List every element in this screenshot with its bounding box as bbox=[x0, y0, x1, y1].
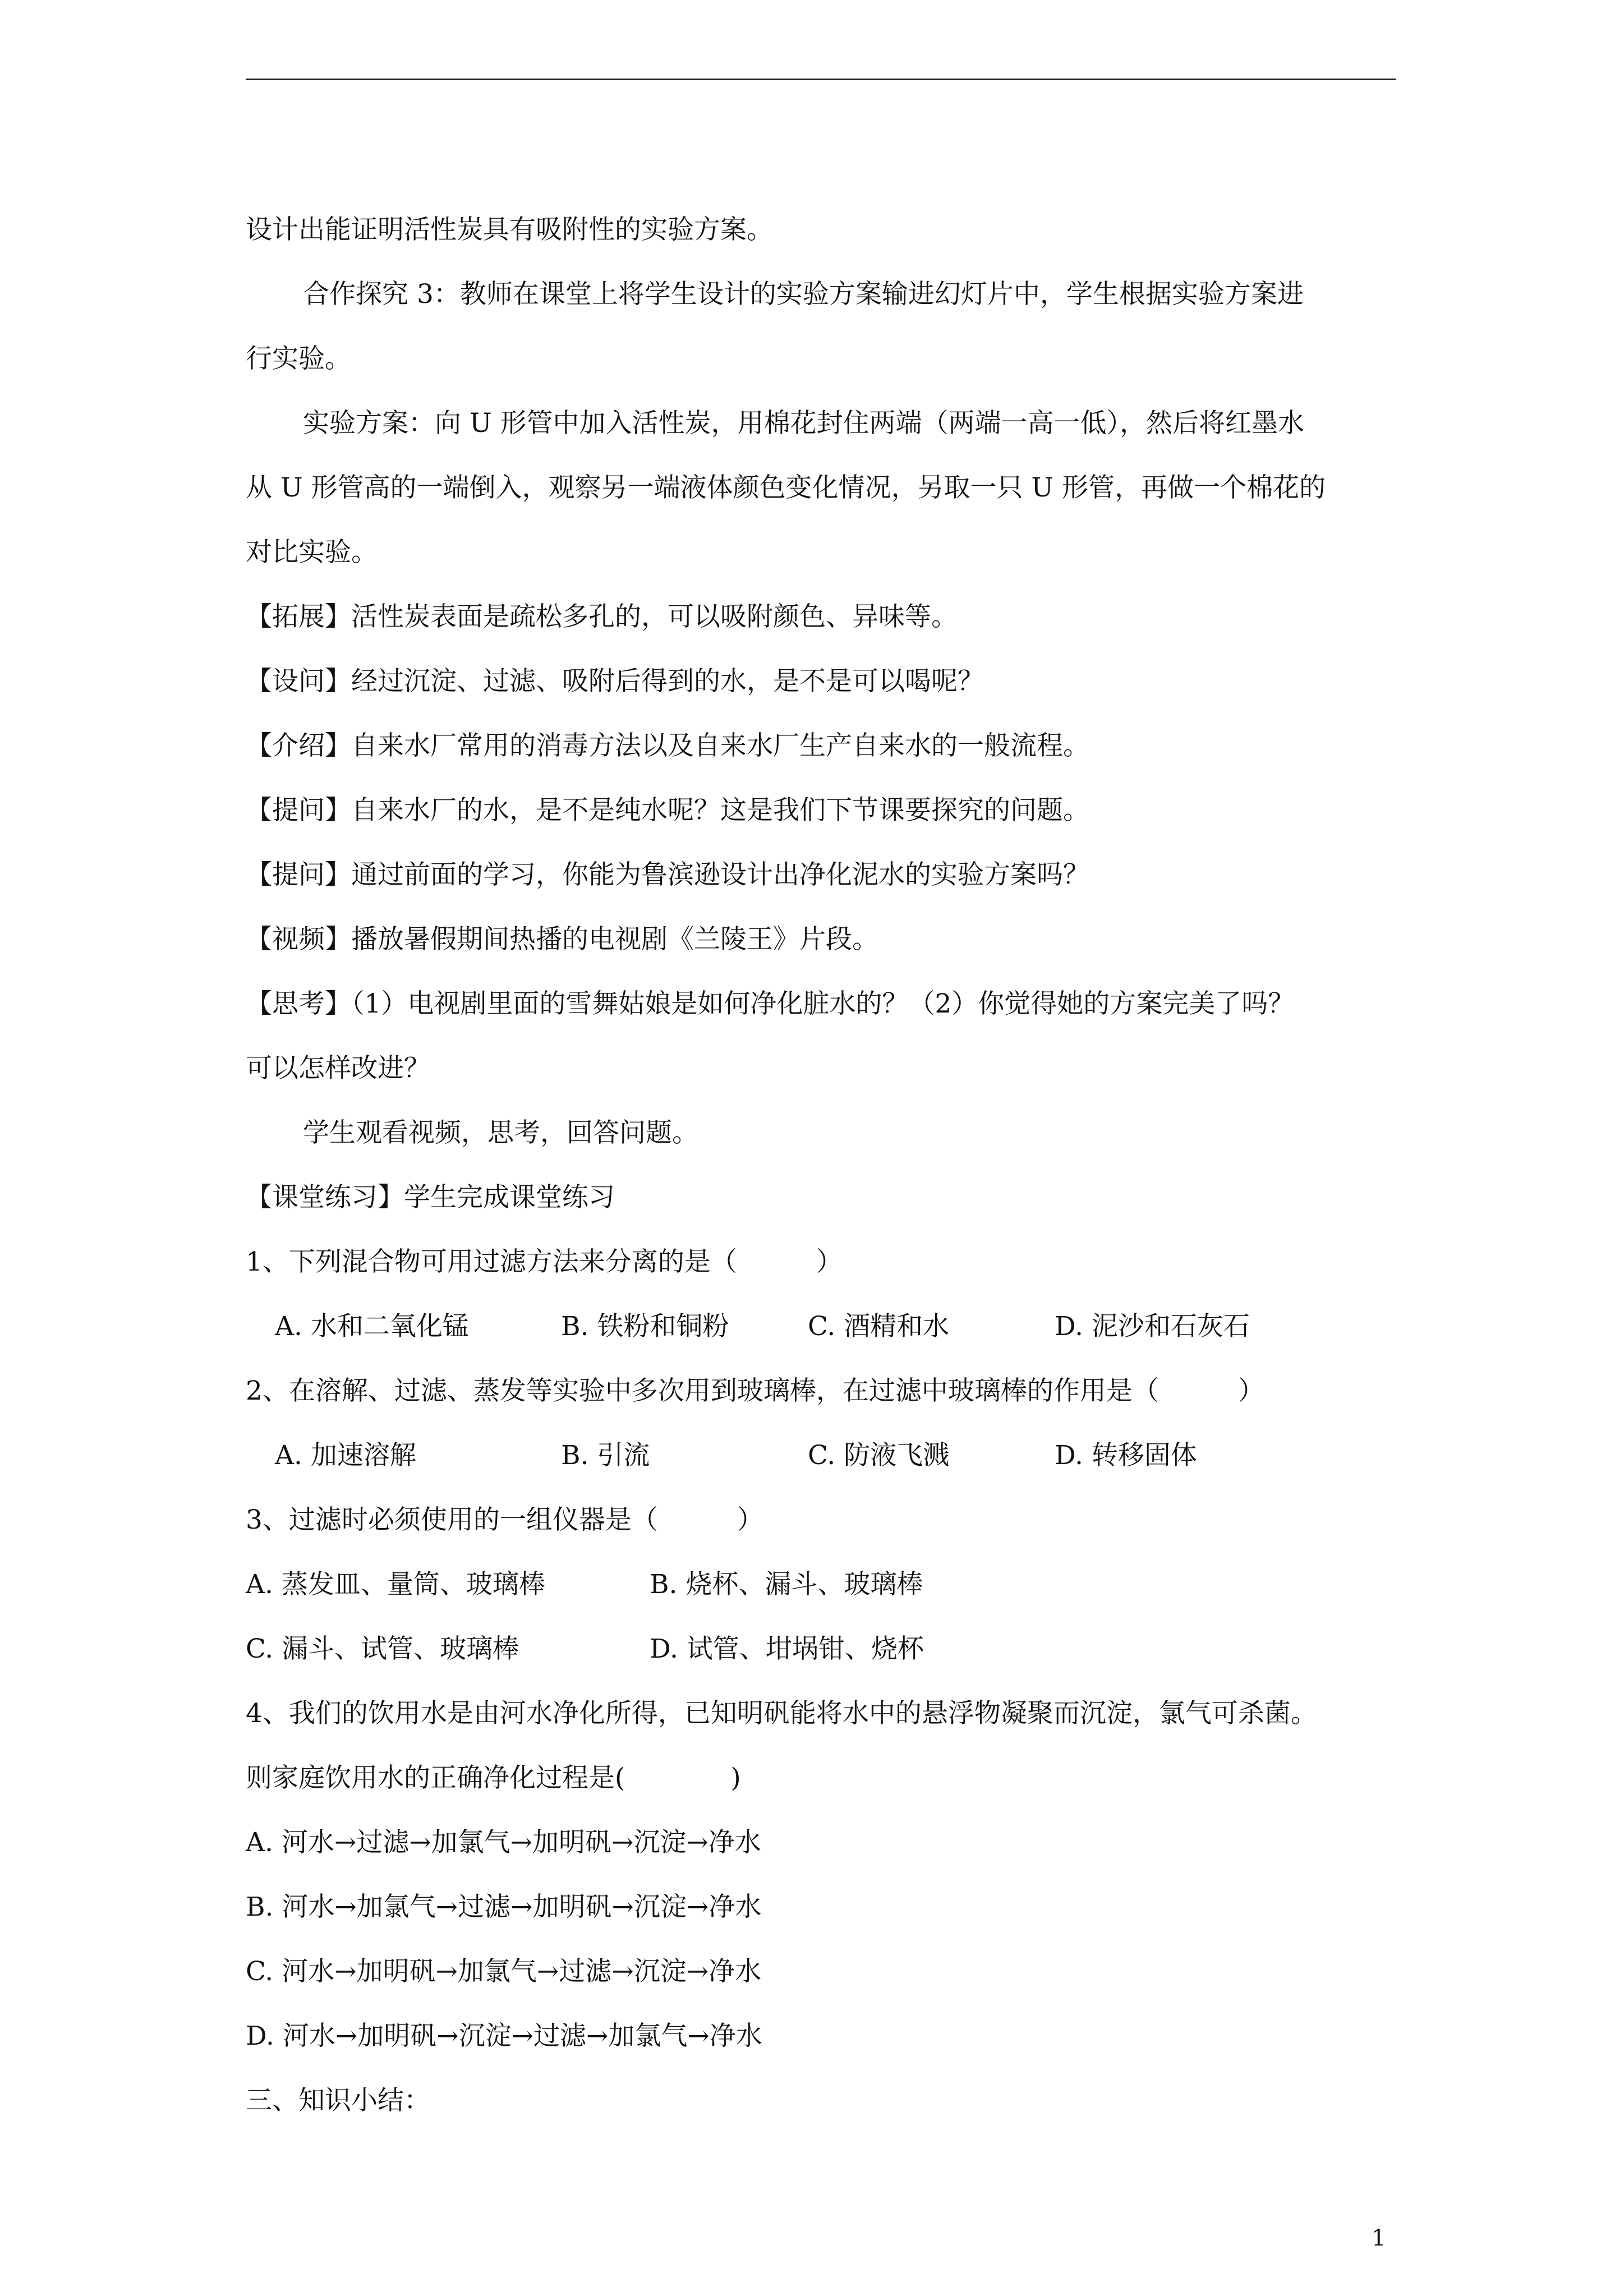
text-line: 【提问】自来水厂的水，是不是纯水呢？这是我们下节课要探究的问题。 bbox=[246, 795, 1089, 826]
option-a: A. 蒸发皿、量筒、玻璃棒 bbox=[246, 1569, 545, 1600]
option-b: B. 铁粉和铜粉 bbox=[561, 1311, 729, 1342]
option-a: A. 河水→过滤→加氯气→加明矾→沉淀→净水 bbox=[246, 1827, 761, 1858]
text-line: 设计出能证明活性炭具有吸附性的实验方案。 bbox=[246, 214, 773, 245]
option-b: B. 河水→加氯气→过滤→加明矾→沉淀→净水 bbox=[246, 1892, 762, 1922]
option-c: C. 防液飞溅 bbox=[808, 1440, 950, 1471]
text-line: 【课堂练习】学生完成课堂练习 bbox=[246, 1182, 615, 1213]
option-d: D. 泥沙和石灰石 bbox=[1055, 1311, 1250, 1342]
text-line: 【视频】播放暑假期间热播的电视剧《兰陵王》片段。 bbox=[246, 924, 878, 955]
question-stem: 4、我们的饮用水是由河水净化所得，已知明矾能将水中的悬浮物凝聚而沉淀，氯气可杀菌。 bbox=[246, 1698, 1317, 1729]
question-stem: 1、下列混合物可用过滤方法来分离的是（ ） bbox=[246, 1246, 843, 1277]
text-line: 【提问】通过前面的学习，你能为鲁滨逊设计出净化泥水的实验方案吗？ bbox=[246, 859, 1089, 890]
text-line: 合作探究 3：教师在课堂上将学生设计的实验方案输进幻灯片中，学生根据实验方案进 bbox=[303, 279, 1304, 310]
option-d: D. 河水→加明矾→沉淀→过滤→加氯气→净水 bbox=[246, 2021, 762, 2051]
header-rule bbox=[246, 79, 1396, 80]
text-line: 可以怎样改进？ bbox=[246, 1053, 430, 1084]
question-stem-continued: 则家庭饮用水的正确净化过程是( ) bbox=[246, 1763, 741, 1793]
question-stem: 2、在溶解、过滤、蒸发等实验中多次用到玻璃棒，在过滤中玻璃棒的作用是（ ） bbox=[246, 1375, 1264, 1406]
option-b: B. 烧杯、漏斗、玻璃棒 bbox=[650, 1569, 923, 1600]
text-line: 实验方案：向 U 形管中加入活性炭，用棉花封住两端（两端一高一低），然后将红墨水 bbox=[303, 408, 1304, 439]
option-d: D. 试管、坩埚钳、烧杯 bbox=[650, 1634, 924, 1664]
question-stem: 3、过滤时必须使用的一组仪器是（ ） bbox=[246, 1504, 763, 1535]
page-number: 1 bbox=[1372, 2225, 1386, 2251]
option-b: B. 引流 bbox=[561, 1440, 650, 1471]
option-a: A. 加速溶解 bbox=[275, 1440, 416, 1471]
option-d: D. 转移固体 bbox=[1055, 1440, 1197, 1471]
text-line: 【思考】（1）电视剧里面的雪舞姑娘是如何净化脏水的？（2）你觉得她的方案完美了吗？ bbox=[246, 988, 1295, 1019]
text-line: 【拓展】活性炭表面是疏松多孔的，可以吸附颜色、异味等。 bbox=[246, 601, 958, 632]
option-c: C. 漏斗、试管、玻璃棒 bbox=[246, 1634, 519, 1664]
section-title: 三、知识小结： bbox=[246, 2085, 430, 2116]
option-c: C. 酒精和水 bbox=[808, 1311, 950, 1342]
text-line: 【设问】经过沉淀、过滤、吸附后得到的水，是不是可以喝呢？ bbox=[246, 666, 984, 697]
option-a: A. 水和二氧化锰 bbox=[275, 1311, 469, 1342]
text-line: 学生观看视频，思考，回答问题。 bbox=[303, 1117, 698, 1148]
text-line: 【介绍】自来水厂常用的消毒方法以及自来水厂生产自来水的一般流程。 bbox=[246, 730, 1089, 761]
text-line: 行实验。 bbox=[246, 343, 351, 374]
text-line: 从 U 形管高的一端倒入，观察另一端液体颜色变化情况，另取一只 U 形管，再做一个棉花的 bbox=[246, 472, 1326, 503]
text-line: 对比实验。 bbox=[246, 537, 378, 568]
option-c: C. 河水→加明矾→加氯气→过滤→沉淀→净水 bbox=[246, 1956, 762, 1987]
